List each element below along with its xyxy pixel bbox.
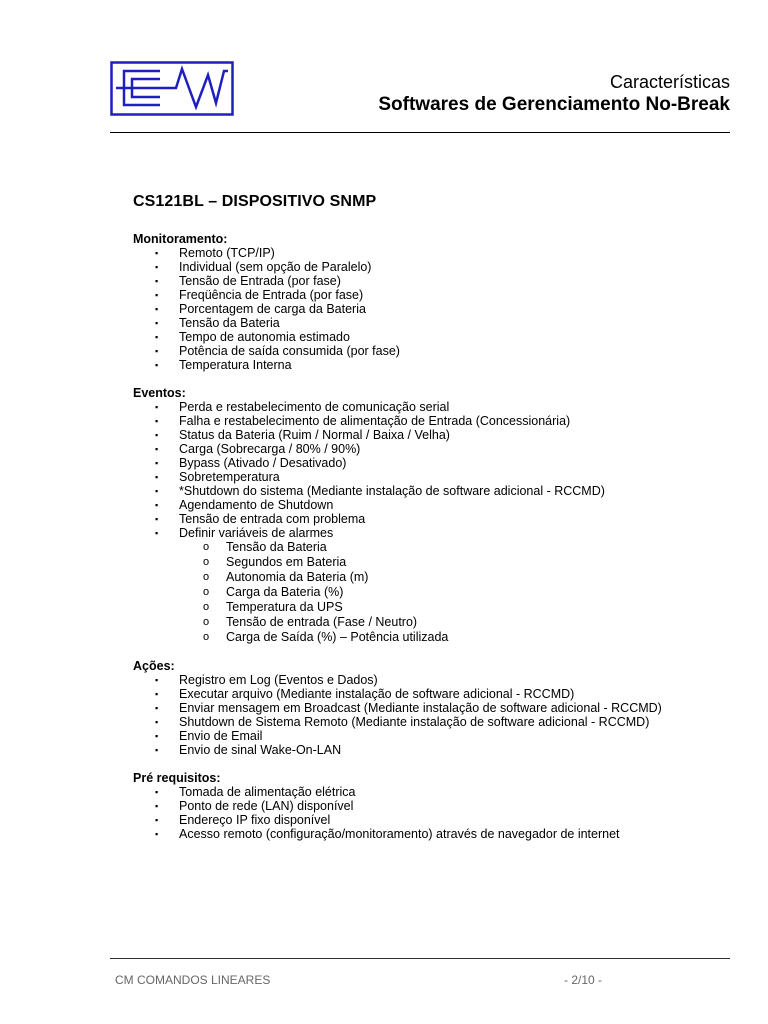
list-item xyxy=(133,785,733,799)
footer-page-number: - 2/10 - xyxy=(564,973,603,987)
sub-list-item-text: Carga da Bateria (%) xyxy=(226,585,344,599)
header-divider xyxy=(110,132,730,133)
circle-bullet-icon: o xyxy=(203,541,210,553)
square-bullet-icon: ▪ xyxy=(155,262,159,272)
sub-list-item-text: Carga de Saída (%) – Potência utilizada xyxy=(226,630,449,644)
list-item-text: Enviar mensagem em Broadcast (Mediante instalação de software adicional - RCCMD) xyxy=(179,701,662,715)
square-bullet-icon: ▪ xyxy=(155,703,159,713)
section xyxy=(133,232,733,372)
list-item-text: Carga (Sobrecarga / 80% / 90%) xyxy=(179,442,361,456)
square-bullet-icon: ▪ xyxy=(155,472,159,482)
square-bullet-icon: ▪ xyxy=(155,276,159,286)
square-bullet-icon: ▪ xyxy=(155,346,159,356)
list-item-text: Envio de sinal Wake-On-LAN xyxy=(179,743,342,757)
list-item xyxy=(133,470,733,484)
bullet-list xyxy=(133,400,733,645)
sub-list-item-text: Segundos em Bateria xyxy=(226,555,347,569)
document-body xyxy=(133,232,733,855)
square-bullet-icon: ▪ xyxy=(155,304,159,314)
section xyxy=(133,771,733,841)
square-bullet-icon: ▪ xyxy=(155,815,159,825)
sub-list-item xyxy=(133,615,733,630)
list-item xyxy=(133,729,733,743)
sub-list-item xyxy=(133,555,733,570)
list-item-text: Individual (sem opção de Paralelo) xyxy=(179,260,372,274)
list-item-text: Falha e restabelecimento de alimentação de Entrada (Concessionária) xyxy=(179,414,571,428)
list-item xyxy=(133,484,733,498)
list-item-text: Acesso remoto (configuração/monitoramento) através de navegador de internet xyxy=(179,827,620,841)
circle-bullet-icon: o xyxy=(203,631,210,643)
list-item xyxy=(133,827,733,841)
list-item-text: Shutdown de Sistema Remoto (Mediante instalação de software adicional - RCCMD) xyxy=(179,715,650,729)
list-item xyxy=(133,260,733,274)
sub-list-item xyxy=(133,570,733,585)
list-item xyxy=(133,400,733,414)
list-item xyxy=(133,799,733,813)
square-bullet-icon: ▪ xyxy=(155,444,159,454)
square-bullet-icon: ▪ xyxy=(155,801,159,811)
list-item-text: Porcentagem de carga da Bateria xyxy=(179,302,366,316)
square-bullet-icon: ▪ xyxy=(155,458,159,468)
sub-list-item-text: Tensão de entrada (Fase / Neutro) xyxy=(226,615,418,629)
list-item-text: Tomada de alimentação elétrica xyxy=(179,785,356,799)
list-item-text: Bypass (Ativado / Desativado) xyxy=(179,456,347,470)
list-item xyxy=(133,498,733,512)
list-item-text: Ponto de rede (LAN) disponível xyxy=(179,799,354,813)
square-bullet-icon: ▪ xyxy=(155,689,159,699)
square-bullet-icon: ▪ xyxy=(155,787,159,797)
list-item-text: Tempo de autonomia estimado xyxy=(179,330,350,344)
list-item xyxy=(133,715,733,729)
sub-list-item xyxy=(133,540,733,555)
list-item xyxy=(133,302,733,316)
list-item-text: Tensão de Entrada (por fase) xyxy=(179,274,341,288)
list-item xyxy=(133,246,733,260)
square-bullet-icon: ▪ xyxy=(155,402,159,412)
list-item-text: Perda e restabelecimento de comunicação serial xyxy=(179,400,450,414)
list-item-text: Tensão da Bateria xyxy=(179,316,280,330)
footer-divider xyxy=(110,958,730,959)
list-item xyxy=(133,526,733,540)
sub-list-item xyxy=(133,600,733,615)
list-item-text: Sobretemperatura xyxy=(179,470,280,484)
document-title: CS121BL – DISPOSITIVO SNMP xyxy=(133,193,377,210)
list-item-text: Freqüência de Entrada (por fase) xyxy=(179,288,364,302)
list-item xyxy=(133,743,733,757)
circle-bullet-icon: o xyxy=(203,586,210,598)
square-bullet-icon: ▪ xyxy=(155,332,159,342)
list-item xyxy=(133,456,733,470)
list-item xyxy=(133,512,733,526)
sub-list xyxy=(133,540,733,645)
header xyxy=(378,72,730,116)
header-title: Softwares de Gerenciamento No-Break xyxy=(378,94,730,115)
square-bullet-icon: ▪ xyxy=(155,717,159,727)
list-item xyxy=(133,701,733,715)
square-bullet-icon: ▪ xyxy=(155,486,159,496)
square-bullet-icon: ▪ xyxy=(155,360,159,370)
list-item xyxy=(133,428,733,442)
list-item-text: Status da Bateria (Ruim / Normal / Baixa / Velha) xyxy=(179,428,450,442)
list-item xyxy=(133,414,733,428)
circle-bullet-icon: o xyxy=(203,616,210,628)
sub-list-item xyxy=(133,630,733,645)
square-bullet-icon: ▪ xyxy=(155,318,159,328)
square-bullet-icon: ▪ xyxy=(155,500,159,510)
circle-bullet-icon: o xyxy=(203,601,210,613)
list-item xyxy=(133,330,733,344)
list-item-text: Potência de saída consumida (por fase) xyxy=(179,344,400,358)
list-item-text: Executar arquivo (Mediante instalação de software adicional - RCCMD) xyxy=(179,687,575,701)
list-item-text: Tensão de entrada com problema xyxy=(179,512,366,526)
sub-list-item-text: Autonomia da Bateria (m) xyxy=(226,570,369,584)
bullet-list xyxy=(133,785,733,841)
sub-list-item xyxy=(133,585,733,600)
list-item-text: Definir variáveis de alarmes xyxy=(179,526,334,540)
square-bullet-icon: ▪ xyxy=(155,248,159,258)
section-title: Eventos: xyxy=(133,386,186,400)
section-title: Monitoramento: xyxy=(133,232,228,246)
list-item xyxy=(133,442,733,456)
list-item-text: Registro em Log (Eventos e Dados) xyxy=(179,673,378,687)
square-bullet-icon: ▪ xyxy=(155,829,159,839)
list-item-text: Remoto (TCP/IP) xyxy=(179,246,275,260)
company-logo xyxy=(110,61,234,116)
list-item xyxy=(133,673,733,687)
header-subtitle: Características xyxy=(609,72,730,92)
square-bullet-icon: ▪ xyxy=(155,430,159,440)
list-item xyxy=(133,288,733,302)
square-bullet-icon: ▪ xyxy=(155,731,159,741)
list-item xyxy=(133,358,733,372)
square-bullet-icon: ▪ xyxy=(155,514,159,524)
circle-bullet-icon: o xyxy=(203,571,210,583)
list-item-text: Envio de Email xyxy=(179,729,263,743)
bullet-list xyxy=(133,246,733,372)
list-item-text: Endereço IP fixo disponível xyxy=(179,813,331,827)
bullet-list xyxy=(133,673,733,757)
list-item-text: Agendamento de Shutdown xyxy=(179,498,334,512)
square-bullet-icon: ▪ xyxy=(155,416,159,426)
list-item xyxy=(133,274,733,288)
section xyxy=(133,659,733,757)
sub-list-item-text: Temperatura da UPS xyxy=(226,600,343,614)
square-bullet-icon: ▪ xyxy=(155,745,159,755)
square-bullet-icon: ▪ xyxy=(155,528,159,538)
list-item-text: Temperatura Interna xyxy=(179,358,292,372)
list-item xyxy=(133,813,733,827)
square-bullet-icon: ▪ xyxy=(155,290,159,300)
section-title: Ações: xyxy=(133,659,175,673)
square-bullet-icon: ▪ xyxy=(155,675,159,685)
list-item xyxy=(133,316,733,330)
list-item-text: *Shutdown do sistema (Mediante instalação de software adicional - RCCMD) xyxy=(179,484,605,498)
sub-list-item-text: Tensão da Bateria xyxy=(226,540,327,554)
list-item xyxy=(133,687,733,701)
list-item xyxy=(133,344,733,358)
circle-bullet-icon: o xyxy=(203,556,210,568)
footer-company: CM COMANDOS LINEARES xyxy=(115,973,271,987)
section-title: Pré requisitos: xyxy=(133,771,221,785)
section xyxy=(133,386,733,645)
